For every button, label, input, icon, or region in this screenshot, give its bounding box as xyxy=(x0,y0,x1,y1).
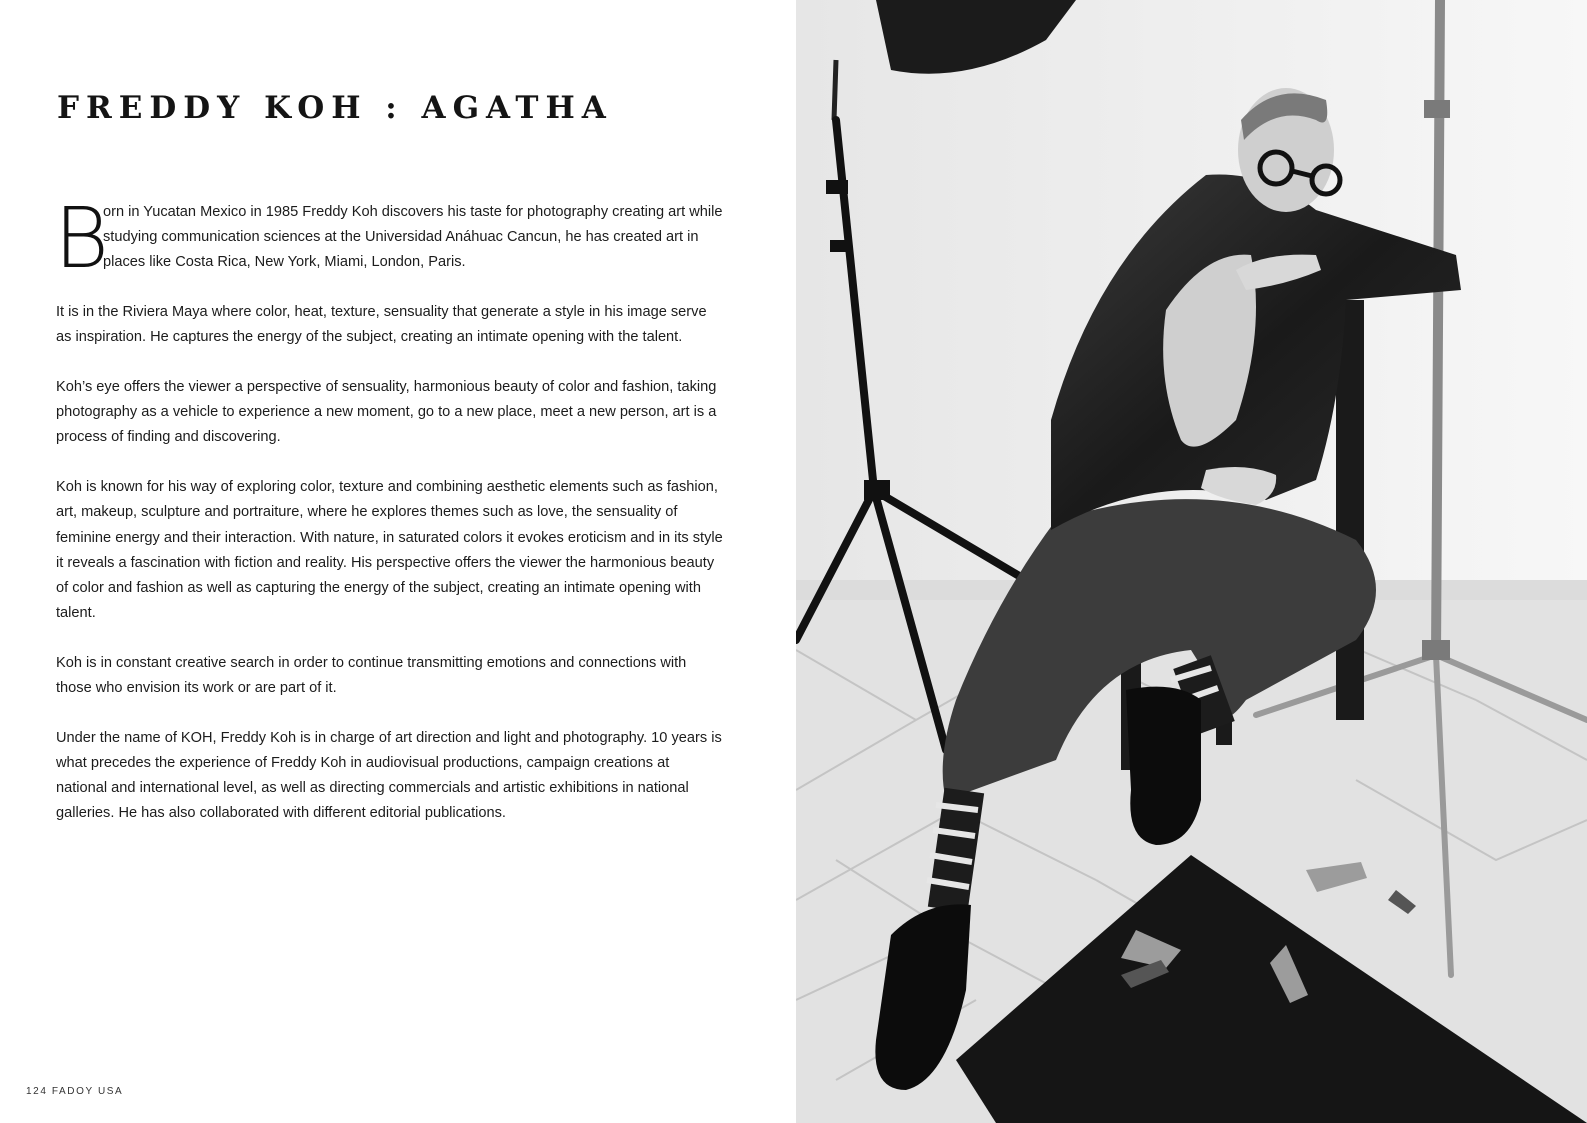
paragraph-creative-search: Koh is in constant creative search in order to continue transmitting emotions and connections with those who envision its work or are part of it. xyxy=(56,654,687,697)
paragraph-koh-brand: Under the name of KOH, Freddy Koh is in charge of art direction and light and photography. 10 years is what precedes the experience of Freddy Koh in audiovisual productions, campaign creations at national and international level, as well as directing commercials and artistic exhibitions in national galleries. He has also collaborated with different editorial publications. xyxy=(56,729,722,822)
portrait-illustration xyxy=(796,0,1587,1123)
intro-paragraph xyxy=(54,189,724,287)
article-title: FREDDY KOH : AGATHA xyxy=(57,90,613,126)
page-folio: 124 FADOY USA xyxy=(26,1086,124,1097)
portrait-photo xyxy=(796,0,1587,1123)
paragraph-riviera: It is in the Riviera Maya where color, heat, texture, sensuality that generate a style in his image serve as inspiration. He captures the energy of the subject, creating an intimate opening with the talent. xyxy=(56,304,707,346)
drop-cap: B xyxy=(54,189,110,287)
paragraph-eye: Koh’s eye offers the viewer a perspective of sensuality, harmonious beauty of color and fashion, taking photography as a vehicle to experience a new moment, go to a new place, meet a new person, art is a process of finding and discovering. xyxy=(56,379,717,446)
intro-paragraph-text: orn in Yucatan Mexico in 1985 Freddy Koh discovers his taste for photography creating art while studying communication sciences at the Universidad Anáhuac Cancun, he has created art in places like Costa Rica, New York, Miami, London, Paris. xyxy=(103,204,723,271)
paragraph-known-for: Koh is known for his way of exploring color, texture and combining aesthetic elements such as fashion, art, makeup, sculpture and portraiture, where he explores themes such as love, the sensuality of feminine energy and their interaction. With nature, in saturated colors it evokes eroticism and in its style it reveals a fascination with fiction and reality. His perspective offers the viewer the harmonious beauty of color and fashion as well as capturing the energy of the subject, creating an intimate opening with talent. xyxy=(56,479,723,622)
article-body xyxy=(54,189,724,851)
